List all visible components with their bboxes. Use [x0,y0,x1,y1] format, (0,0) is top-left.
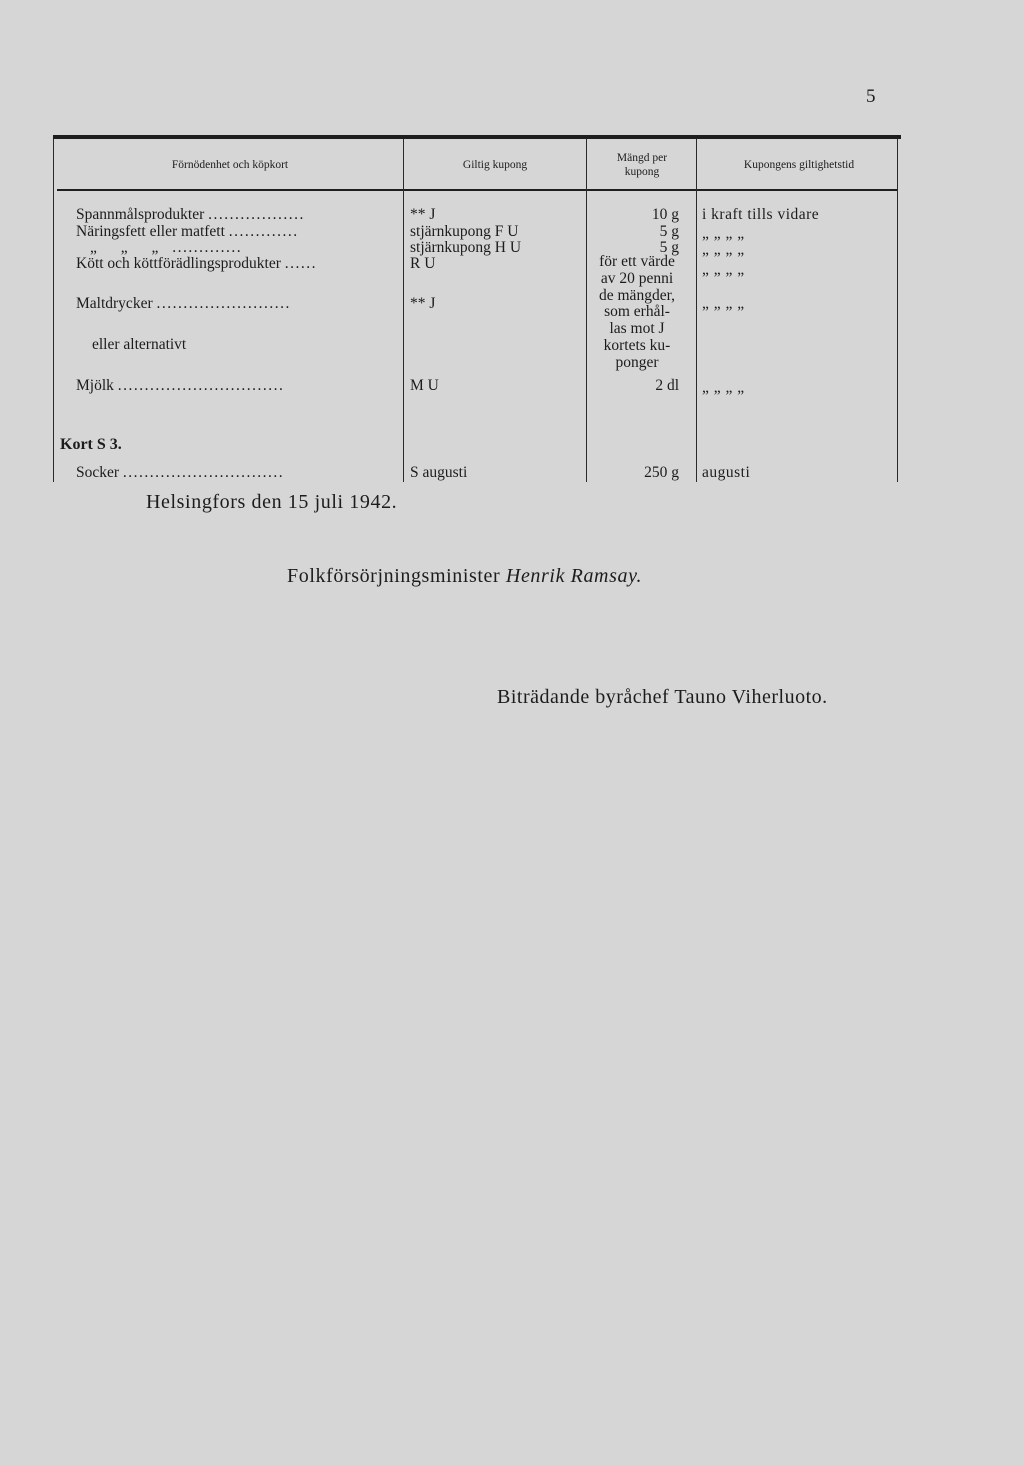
minister-signature [287,565,642,588]
row-amount: 5 g [659,239,679,256]
amount-note-line: av 20 penni [600,269,674,287]
row-amount: 10 g [651,206,679,223]
row-validity: „ „ „ „ [702,261,745,278]
row-name: Maltdrycker [76,295,153,312]
row-validity: „ „ „ „ [702,225,745,242]
amount-note [588,254,686,372]
amount-note-line: för ett värde [599,253,675,270]
leader-dots: .............................. [122,464,285,481]
row-amount: 2 dl [655,377,679,394]
card-label: Kort S 3. [60,436,122,453]
deputy-signature: Biträdande byråchef Tauno Viherluoto. [497,686,828,708]
row-coupon: R U [410,255,436,272]
table-row [76,464,284,482]
row-name: Kött och köttförädlingsprodukter [76,255,281,272]
table-row [92,336,186,354]
table-row [76,206,305,224]
table-row [76,295,291,313]
row-validity: augusti [702,464,751,481]
column-divider-amount [586,139,587,482]
table-left-border [53,139,54,482]
table-right-border [897,139,898,482]
header-coupon: Giltig kupong [462,159,528,171]
amount-note-line: de mängder, [599,286,675,304]
row-coupon: M U [410,377,439,394]
column-divider-coupon [403,139,404,482]
column-divider-validity [696,139,697,482]
table-row [76,255,317,273]
amount-note-line: ponger [615,353,659,371]
amount-note-line: las mot J [609,320,665,338]
row-amount: 250 g [644,464,679,481]
leader-dots: .................. [208,206,305,223]
header-commodity: Förnödenhet och köpkort [171,159,289,171]
amount-note-line: kortets ku- [603,336,671,354]
row-name: Spannmålsprodukter [76,206,205,223]
row-name: Näringsfett eller matfett [76,223,225,240]
header-validity: Kupongens giltighetstid [743,159,855,171]
leader-dots: ............. [172,239,243,256]
row-name: eller alternativt [92,336,187,353]
leader-dots: ............................... [117,377,285,394]
row-name: Mjölk [76,377,114,394]
row-coupon: ** J [410,206,436,223]
minister-title: Folkförsörjningsminister [287,565,501,587]
row-coupon: stjärnkupong H U [410,239,522,256]
row-validity: i kraft tills vidare [702,206,820,223]
row-name: „ „ „ [90,239,169,256]
leader-dots: ............. [228,223,299,240]
date-line: Helsingfors den 15 juli 1942. [146,491,398,513]
row-validity: „ „ „ „ [702,295,745,312]
row-name: Socker [76,464,120,481]
row-coupon: stjärnkupong F U [410,223,519,240]
row-validity: „ „ „ „ [702,241,745,258]
row-validity: „ „ „ „ [702,379,745,396]
table-top-rule [53,135,901,139]
amount-note-line: som erhål- [604,303,670,321]
row-coupon: S augusti [410,464,468,481]
minister-name: Henrik Ramsay. [505,565,643,587]
table-row [76,377,284,395]
row-coupon: ** J [410,295,436,312]
leader-dots: ...... [284,255,318,272]
table-header-rule [57,189,897,191]
leader-dots: ......................... [156,295,291,312]
row-amount: 5 g [659,223,679,240]
page-number: 5 [866,86,876,107]
header-amount: Mängd per kupong [616,152,668,178]
